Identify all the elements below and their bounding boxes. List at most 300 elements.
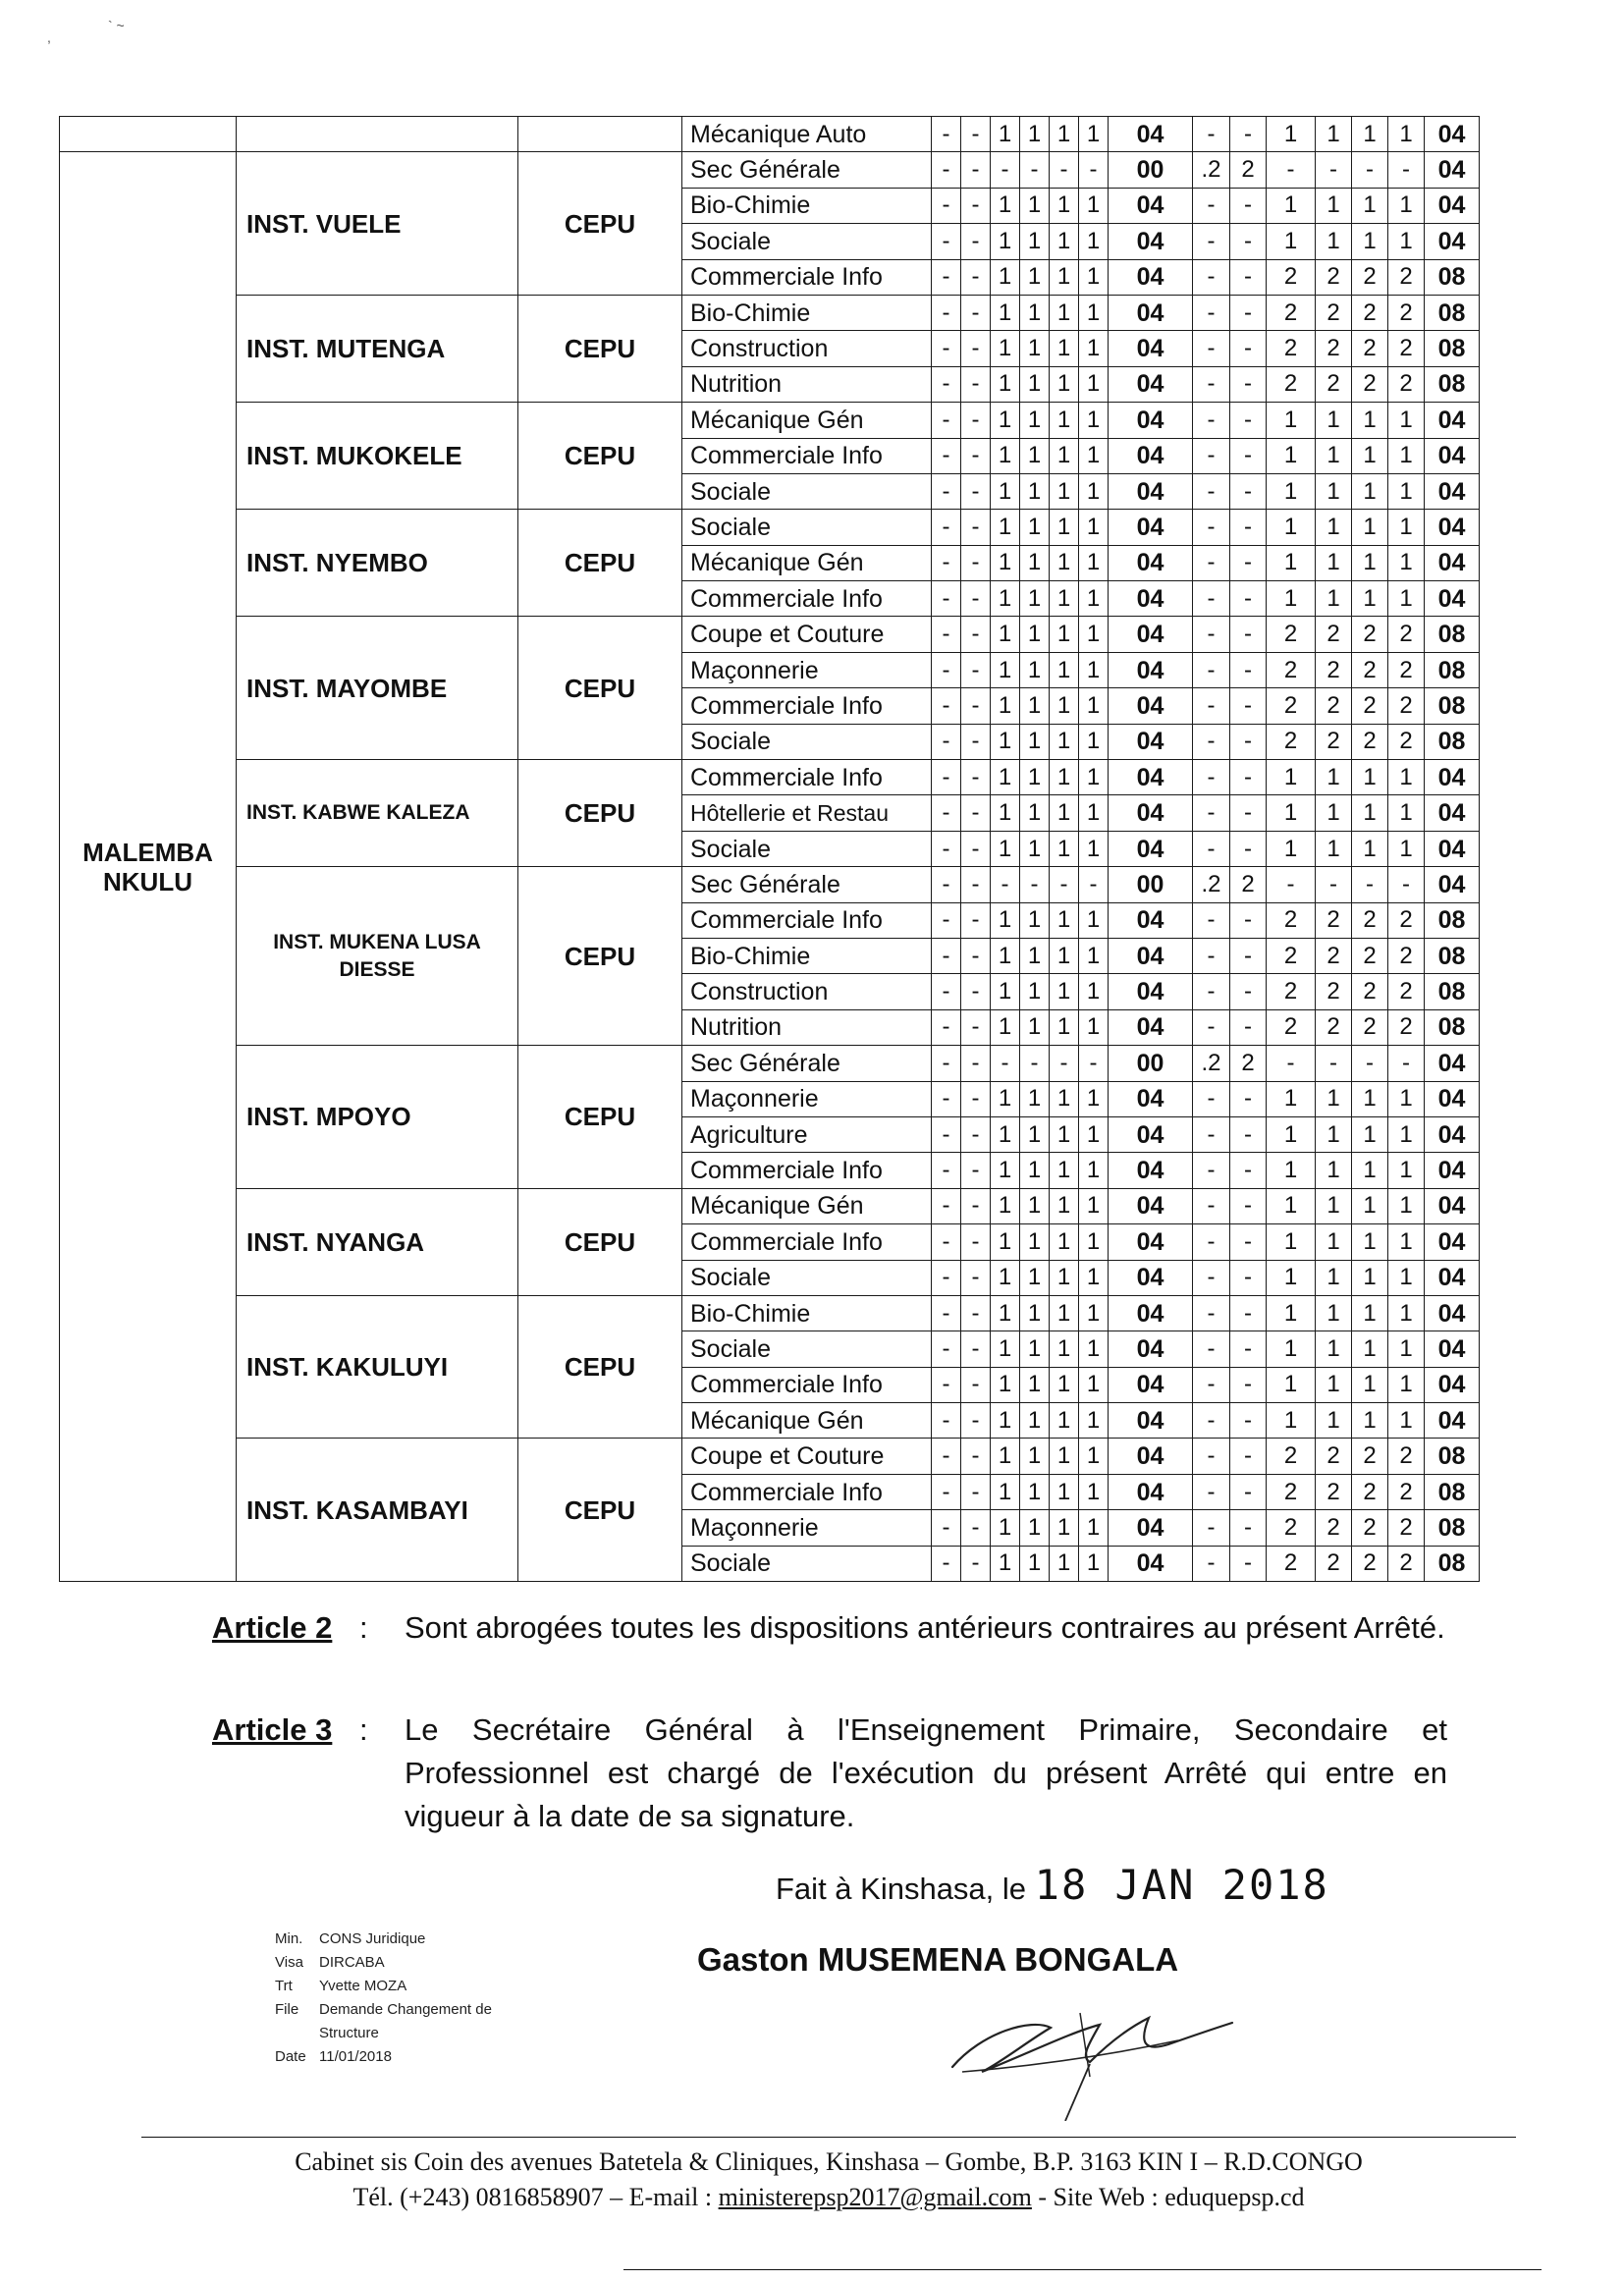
count-cell: - bbox=[1193, 366, 1230, 402]
school-name-cell: INST. MPOYO bbox=[237, 1046, 518, 1189]
total-cell: 04 bbox=[1425, 188, 1480, 223]
count-cell: 1 bbox=[1050, 724, 1079, 759]
count-cell: 2 bbox=[1316, 1009, 1352, 1045]
count-cell: 1 bbox=[1079, 581, 1109, 617]
count-cell: - bbox=[932, 224, 961, 259]
count-cell: 1 bbox=[1050, 366, 1079, 402]
count-cell: - bbox=[932, 403, 961, 438]
count-cell: 2 bbox=[1267, 331, 1316, 366]
count-cell: 1 bbox=[1352, 117, 1388, 152]
count-cell: 1 bbox=[1020, 724, 1050, 759]
count-cell: 1 bbox=[1020, 438, 1050, 473]
count-cell: 2 bbox=[1352, 652, 1388, 687]
count-cell: 1 bbox=[1352, 1403, 1388, 1439]
count-cell: - bbox=[1230, 938, 1267, 973]
count-cell: - bbox=[961, 724, 991, 759]
count-cell: 1 bbox=[1020, 831, 1050, 866]
count-cell: - bbox=[1230, 1331, 1267, 1367]
count-cell: - bbox=[961, 1403, 991, 1439]
count-cell: - bbox=[1230, 510, 1267, 545]
count-cell: - bbox=[932, 902, 961, 938]
count-cell: - bbox=[1230, 1009, 1267, 1045]
total-cell: 04 bbox=[1109, 1260, 1193, 1295]
count-cell: - bbox=[961, 152, 991, 188]
count-cell: 1 bbox=[1267, 545, 1316, 580]
total-cell: 08 bbox=[1425, 259, 1480, 295]
count-cell: - bbox=[961, 331, 991, 366]
count-cell: 2 bbox=[1316, 1510, 1352, 1546]
count-cell: - bbox=[961, 1331, 991, 1367]
count-cell: 2 bbox=[1388, 617, 1425, 652]
count-cell: 1 bbox=[991, 1403, 1020, 1439]
total-cell: 04 bbox=[1109, 510, 1193, 545]
scan-speck: , bbox=[47, 29, 51, 45]
count-cell: 1 bbox=[991, 224, 1020, 259]
count-cell: - bbox=[1230, 545, 1267, 580]
count-cell: - bbox=[1193, 831, 1230, 866]
count-cell: 1 bbox=[991, 1367, 1020, 1402]
total-cell: 04 bbox=[1109, 1295, 1193, 1331]
count-cell: 1 bbox=[991, 1153, 1020, 1188]
count-cell: 1 bbox=[1079, 1295, 1109, 1331]
count-cell: 1 bbox=[991, 795, 1020, 831]
count-cell: - bbox=[932, 1295, 961, 1331]
place-and-date bbox=[776, 1861, 1329, 1909]
total-cell: 08 bbox=[1425, 974, 1480, 1009]
count-cell: 2 bbox=[1267, 259, 1316, 295]
count-cell: 1 bbox=[1079, 295, 1109, 330]
count-cell: - bbox=[1230, 403, 1267, 438]
count-cell: 2 bbox=[1267, 617, 1316, 652]
count-cell: 1 bbox=[1050, 1331, 1079, 1367]
count-cell: - bbox=[932, 1510, 961, 1546]
count-cell: 1 bbox=[1050, 473, 1079, 509]
count-cell: 2 bbox=[1316, 617, 1352, 652]
count-cell: 1 bbox=[1020, 295, 1050, 330]
option-cell: Sociale bbox=[682, 1260, 932, 1295]
count-cell: 1 bbox=[991, 331, 1020, 366]
count-cell: .2 bbox=[1193, 867, 1230, 902]
count-cell: 1 bbox=[1316, 1331, 1352, 1367]
option-cell: Commerciale Info bbox=[682, 438, 932, 473]
count-cell: 1 bbox=[991, 510, 1020, 545]
total-cell: 04 bbox=[1109, 581, 1193, 617]
count-cell: - bbox=[961, 1153, 991, 1188]
count-cell: - bbox=[961, 581, 991, 617]
total-cell: 04 bbox=[1109, 1546, 1193, 1581]
count-cell: 1 bbox=[1388, 1295, 1425, 1331]
footer-phone: Tél. (+243) 0816858907 – E-mail : bbox=[352, 2183, 719, 2211]
bottom-rule bbox=[623, 2269, 1542, 2270]
count-cell: 1 bbox=[991, 117, 1020, 152]
count-cell: - bbox=[1230, 1474, 1267, 1509]
count-cell: 1 bbox=[1020, 795, 1050, 831]
option-cell: Commerciale Info bbox=[682, 1153, 932, 1188]
total-cell: 04 bbox=[1425, 545, 1480, 580]
count-cell: 1 bbox=[1267, 473, 1316, 509]
count-cell: 2 bbox=[1267, 974, 1316, 1009]
count-cell: - bbox=[1352, 867, 1388, 902]
count-cell: 1 bbox=[1352, 1116, 1388, 1152]
count-cell: 1 bbox=[1050, 259, 1079, 295]
count-cell: 1 bbox=[1050, 510, 1079, 545]
count-cell: - bbox=[1230, 581, 1267, 617]
count-cell: - bbox=[1193, 1224, 1230, 1260]
count-cell: 1 bbox=[991, 581, 1020, 617]
count-cell: 1 bbox=[1079, 1116, 1109, 1152]
count-cell: - bbox=[1050, 1046, 1079, 1081]
count-cell: - bbox=[1230, 760, 1267, 795]
count-cell: - bbox=[932, 438, 961, 473]
count-cell: 1 bbox=[1267, 1331, 1316, 1367]
count-cell: 1 bbox=[1050, 295, 1079, 330]
count-cell: 1 bbox=[1050, 545, 1079, 580]
count-cell: 1 bbox=[1267, 760, 1316, 795]
count-cell: 1 bbox=[1352, 545, 1388, 580]
article-3 bbox=[212, 1709, 1447, 1838]
count-cell: 1 bbox=[1079, 1153, 1109, 1188]
count-cell: 1 bbox=[991, 259, 1020, 295]
option-cell: Hôtellerie et Restau bbox=[682, 795, 932, 831]
total-cell: 04 bbox=[1425, 117, 1480, 152]
count-cell: 1 bbox=[1388, 1153, 1425, 1188]
reference-block bbox=[275, 1928, 492, 2069]
option-cell: Bio-Chimie bbox=[682, 188, 932, 223]
count-cell: 2 bbox=[1388, 688, 1425, 724]
count-cell: - bbox=[932, 1546, 961, 1581]
school-type-cell: CEPU bbox=[518, 152, 682, 296]
count-cell: - bbox=[1230, 473, 1267, 509]
count-cell: 2 bbox=[1352, 617, 1388, 652]
count-cell: 1 bbox=[1079, 902, 1109, 938]
count-cell: 2 bbox=[1388, 366, 1425, 402]
count-cell: 1 bbox=[1267, 831, 1316, 866]
count-cell: 1 bbox=[1050, 188, 1079, 223]
count-cell: 1 bbox=[1316, 1188, 1352, 1223]
count-cell: 1 bbox=[1079, 1510, 1109, 1546]
signer-name: Gaston MUSEMENA BONGALA bbox=[697, 1941, 1179, 1978]
count-cell: 1 bbox=[1020, 581, 1050, 617]
count-cell: 1 bbox=[1316, 795, 1352, 831]
school-type-cell: CEPU bbox=[518, 403, 682, 510]
count-cell: 1 bbox=[1020, 510, 1050, 545]
count-cell: 1 bbox=[991, 974, 1020, 1009]
count-cell: - bbox=[932, 1116, 961, 1152]
count-cell: 1 bbox=[1352, 760, 1388, 795]
count-cell: - bbox=[1230, 724, 1267, 759]
count-cell: - bbox=[1193, 1009, 1230, 1045]
count-cell: 1 bbox=[991, 1331, 1020, 1367]
count-cell: 1 bbox=[1079, 1546, 1109, 1581]
option-cell: Sec Générale bbox=[682, 152, 932, 188]
count-cell: 1 bbox=[991, 688, 1020, 724]
count-cell: - bbox=[961, 795, 991, 831]
count-cell: 1 bbox=[1316, 831, 1352, 866]
total-cell: 04 bbox=[1109, 188, 1193, 223]
count-cell: - bbox=[961, 1439, 991, 1474]
count-cell: 1 bbox=[1020, 1009, 1050, 1045]
count-cell: 2 bbox=[1352, 1439, 1388, 1474]
count-cell: 1 bbox=[1352, 581, 1388, 617]
count-cell: 1 bbox=[1050, 938, 1079, 973]
count-cell: - bbox=[961, 366, 991, 402]
option-cell: Maçonnerie bbox=[682, 652, 932, 687]
count-cell: 1 bbox=[1020, 652, 1050, 687]
count-cell: 1 bbox=[991, 188, 1020, 223]
count-cell: 1 bbox=[1020, 688, 1050, 724]
total-cell: 08 bbox=[1425, 1009, 1480, 1045]
count-cell: - bbox=[1193, 331, 1230, 366]
count-cell: 1 bbox=[1316, 438, 1352, 473]
count-cell: - bbox=[1050, 867, 1079, 902]
count-cell: - bbox=[961, 974, 991, 1009]
count-cell: 2 bbox=[1316, 366, 1352, 402]
option-cell: Sociale bbox=[682, 831, 932, 866]
count-cell: 2 bbox=[1388, 724, 1425, 759]
count-cell: - bbox=[932, 1224, 961, 1260]
count-cell: 2 bbox=[1267, 295, 1316, 330]
option-cell: Construction bbox=[682, 331, 932, 366]
article-3-label: Article 3 bbox=[212, 1712, 333, 1747]
count-cell: - bbox=[1193, 473, 1230, 509]
count-cell: 1 bbox=[1079, 688, 1109, 724]
count-cell: 1 bbox=[1020, 403, 1050, 438]
total-cell: 04 bbox=[1109, 473, 1193, 509]
count-cell: - bbox=[932, 259, 961, 295]
count-cell: 1 bbox=[1079, 974, 1109, 1009]
option-cell: Bio-Chimie bbox=[682, 1295, 932, 1331]
count-cell: - bbox=[1230, 224, 1267, 259]
total-cell: 04 bbox=[1109, 688, 1193, 724]
count-cell: 1 bbox=[1020, 1331, 1050, 1367]
count-cell: - bbox=[1230, 652, 1267, 687]
count-cell: 1 bbox=[1020, 1403, 1050, 1439]
count-cell: 1 bbox=[1079, 617, 1109, 652]
count-cell: - bbox=[1020, 1046, 1050, 1081]
count-cell: 2 bbox=[1352, 259, 1388, 295]
count-cell: 2 bbox=[1352, 974, 1388, 1009]
school-type-cell: CEPU bbox=[518, 760, 682, 867]
total-cell: 04 bbox=[1425, 403, 1480, 438]
count-cell: - bbox=[1230, 1081, 1267, 1116]
count-cell: 2 bbox=[1388, 1510, 1425, 1546]
place-text: Fait à Kinshasa, le bbox=[776, 1872, 1027, 1906]
count-cell: 1 bbox=[1050, 1260, 1079, 1295]
total-cell: 08 bbox=[1425, 1474, 1480, 1509]
school-type-cell: CEPU bbox=[518, 867, 682, 1046]
count-cell: 1 bbox=[1388, 473, 1425, 509]
total-cell: 04 bbox=[1109, 545, 1193, 580]
count-cell: 1 bbox=[1050, 1188, 1079, 1223]
footer-contact bbox=[141, 2180, 1516, 2215]
count-cell: 2 bbox=[1388, 331, 1425, 366]
count-cell: - bbox=[1193, 1331, 1230, 1367]
count-cell: - bbox=[1193, 688, 1230, 724]
count-cell: 1 bbox=[1316, 1367, 1352, 1402]
count-cell: 2 bbox=[1267, 688, 1316, 724]
count-cell: - bbox=[1230, 1510, 1267, 1546]
count-cell: 1 bbox=[1079, 1224, 1109, 1260]
count-cell: 2 bbox=[1267, 1510, 1316, 1546]
table-row bbox=[60, 295, 1480, 330]
count-cell: - bbox=[1193, 1367, 1230, 1402]
count-cell: - bbox=[932, 1260, 961, 1295]
count-cell: 1 bbox=[1079, 403, 1109, 438]
count-cell: - bbox=[1193, 1403, 1230, 1439]
total-cell: 04 bbox=[1425, 1188, 1480, 1223]
count-cell: 1 bbox=[1079, 1403, 1109, 1439]
option-cell: Bio-Chimie bbox=[682, 295, 932, 330]
total-cell: 04 bbox=[1109, 1224, 1193, 1260]
count-cell: - bbox=[961, 224, 991, 259]
count-cell: - bbox=[932, 795, 961, 831]
option-cell: Sociale bbox=[682, 1546, 932, 1581]
table-row bbox=[60, 1046, 1480, 1081]
total-cell: 08 bbox=[1425, 331, 1480, 366]
count-cell: 1 bbox=[1267, 224, 1316, 259]
count-cell: - bbox=[932, 1367, 961, 1402]
total-cell: 04 bbox=[1425, 760, 1480, 795]
count-cell: 1 bbox=[1079, 259, 1109, 295]
count-cell: 1 bbox=[1020, 902, 1050, 938]
total-cell: 04 bbox=[1109, 438, 1193, 473]
option-cell: Mécanique Gén bbox=[682, 1188, 932, 1223]
count-cell: 1 bbox=[1267, 188, 1316, 223]
count-cell: 1 bbox=[1388, 1116, 1425, 1152]
ref-trt-val: Yvette MOZA bbox=[319, 1978, 407, 1994]
count-cell: - bbox=[1230, 1546, 1267, 1581]
count-cell: 2 bbox=[1267, 366, 1316, 402]
count-cell: 1 bbox=[1316, 224, 1352, 259]
count-cell: 1 bbox=[991, 1546, 1020, 1581]
total-cell: 04 bbox=[1425, 1331, 1480, 1367]
ref-min-key: Min. bbox=[275, 1930, 303, 1947]
count-cell: - bbox=[1230, 259, 1267, 295]
count-cell: - bbox=[961, 688, 991, 724]
count-cell: 1 bbox=[1388, 1331, 1425, 1367]
ref-visa-val: DIRCABA bbox=[319, 1954, 385, 1971]
count-cell: 1 bbox=[1352, 510, 1388, 545]
option-cell: Sociale bbox=[682, 1331, 932, 1367]
count-cell: 1 bbox=[1352, 1224, 1388, 1260]
count-cell: - bbox=[961, 760, 991, 795]
count-cell: 1 bbox=[1079, 795, 1109, 831]
footer-rule bbox=[141, 2137, 1516, 2138]
count-cell: 1 bbox=[1079, 117, 1109, 152]
count-cell: - bbox=[932, 1188, 961, 1223]
count-cell: - bbox=[1230, 1403, 1267, 1439]
total-cell: 04 bbox=[1425, 795, 1480, 831]
footer-address: Cabinet sis Coin des avenues Batetela & Cliniques, Kinshasa – Gombe, B.P. 3163 KIN I – R.D.CONGO bbox=[295, 2147, 1363, 2176]
count-cell: - bbox=[961, 1081, 991, 1116]
count-cell: - bbox=[1193, 902, 1230, 938]
count-cell: 1 bbox=[1316, 545, 1352, 580]
count-cell: - bbox=[961, 1260, 991, 1295]
count-cell: 1 bbox=[1079, 831, 1109, 866]
count-cell: - bbox=[1193, 652, 1230, 687]
count-cell: 1 bbox=[1388, 581, 1425, 617]
count-cell: - bbox=[1193, 724, 1230, 759]
total-cell: 04 bbox=[1425, 1153, 1480, 1188]
count-cell: 1 bbox=[1020, 1510, 1050, 1546]
count-cell: 1 bbox=[991, 1295, 1020, 1331]
total-cell: 04 bbox=[1109, 652, 1193, 687]
count-cell: 1 bbox=[991, 403, 1020, 438]
total-cell: 04 bbox=[1109, 1510, 1193, 1546]
count-cell: 2 bbox=[1352, 1474, 1388, 1509]
count-cell: - bbox=[1230, 1260, 1267, 1295]
count-cell: 1 bbox=[1050, 1510, 1079, 1546]
table-row bbox=[60, 617, 1480, 652]
count-cell: - bbox=[1230, 617, 1267, 652]
count-cell: 2 bbox=[1316, 688, 1352, 724]
count-cell: 1 bbox=[1020, 117, 1050, 152]
count-cell: - bbox=[1230, 1367, 1267, 1402]
count-cell: 1 bbox=[1267, 403, 1316, 438]
school-name-cell: INST. MUTENGA bbox=[237, 295, 518, 402]
count-cell: 1 bbox=[1267, 1081, 1316, 1116]
count-cell: - bbox=[1230, 1188, 1267, 1223]
count-cell: - bbox=[961, 188, 991, 223]
total-cell: 04 bbox=[1109, 795, 1193, 831]
count-cell: 1 bbox=[1050, 795, 1079, 831]
count-cell: - bbox=[932, 1009, 961, 1045]
count-cell: 1 bbox=[1020, 1260, 1050, 1295]
total-cell: 04 bbox=[1109, 1331, 1193, 1367]
count-cell: 1 bbox=[1267, 438, 1316, 473]
count-cell: 1 bbox=[991, 724, 1020, 759]
count-cell: - bbox=[1079, 152, 1109, 188]
count-cell: - bbox=[1193, 1546, 1230, 1581]
count-cell: 1 bbox=[1079, 331, 1109, 366]
count-cell: - bbox=[932, 938, 961, 973]
total-cell: 00 bbox=[1109, 867, 1193, 902]
count-cell: 1 bbox=[1316, 1224, 1352, 1260]
total-cell: 04 bbox=[1109, 974, 1193, 1009]
total-cell: 04 bbox=[1425, 1081, 1480, 1116]
count-cell: 1 bbox=[1079, 1188, 1109, 1223]
count-cell: 1 bbox=[991, 1474, 1020, 1509]
count-cell: - bbox=[961, 652, 991, 687]
count-cell: - bbox=[1193, 795, 1230, 831]
count-cell: 2 bbox=[1316, 1546, 1352, 1581]
count-cell: 1 bbox=[991, 1260, 1020, 1295]
count-cell: - bbox=[961, 259, 991, 295]
count-cell: 1 bbox=[1050, 1224, 1079, 1260]
count-cell: - bbox=[1193, 188, 1230, 223]
count-cell: - bbox=[961, 117, 991, 152]
school-type-cell: CEPU bbox=[518, 617, 682, 760]
count-cell: 1 bbox=[1050, 1081, 1079, 1116]
option-cell: Commerciale Info bbox=[682, 1224, 932, 1260]
total-cell: 04 bbox=[1109, 403, 1193, 438]
article-2-text: Sont abrogées toutes les dispositions antérieurs contraires au présent Arrêté. bbox=[405, 1610, 1445, 1645]
total-cell: 04 bbox=[1109, 259, 1193, 295]
count-cell: 2 bbox=[1388, 1009, 1425, 1045]
count-cell: 1 bbox=[1020, 366, 1050, 402]
ref-date-val: 11/01/2018 bbox=[319, 2048, 392, 2065]
count-cell: 1 bbox=[1352, 1081, 1388, 1116]
count-cell: - bbox=[932, 724, 961, 759]
table-row bbox=[60, 1188, 1480, 1223]
option-cell: Commerciale Info bbox=[682, 581, 932, 617]
school-name-cell: INST. NYANGA bbox=[237, 1188, 518, 1295]
total-cell: 08 bbox=[1425, 724, 1480, 759]
option-cell: Bio-Chimie bbox=[682, 938, 932, 973]
count-cell: 2 bbox=[1352, 295, 1388, 330]
count-cell: 1 bbox=[1020, 1153, 1050, 1188]
count-cell: 1 bbox=[1079, 438, 1109, 473]
